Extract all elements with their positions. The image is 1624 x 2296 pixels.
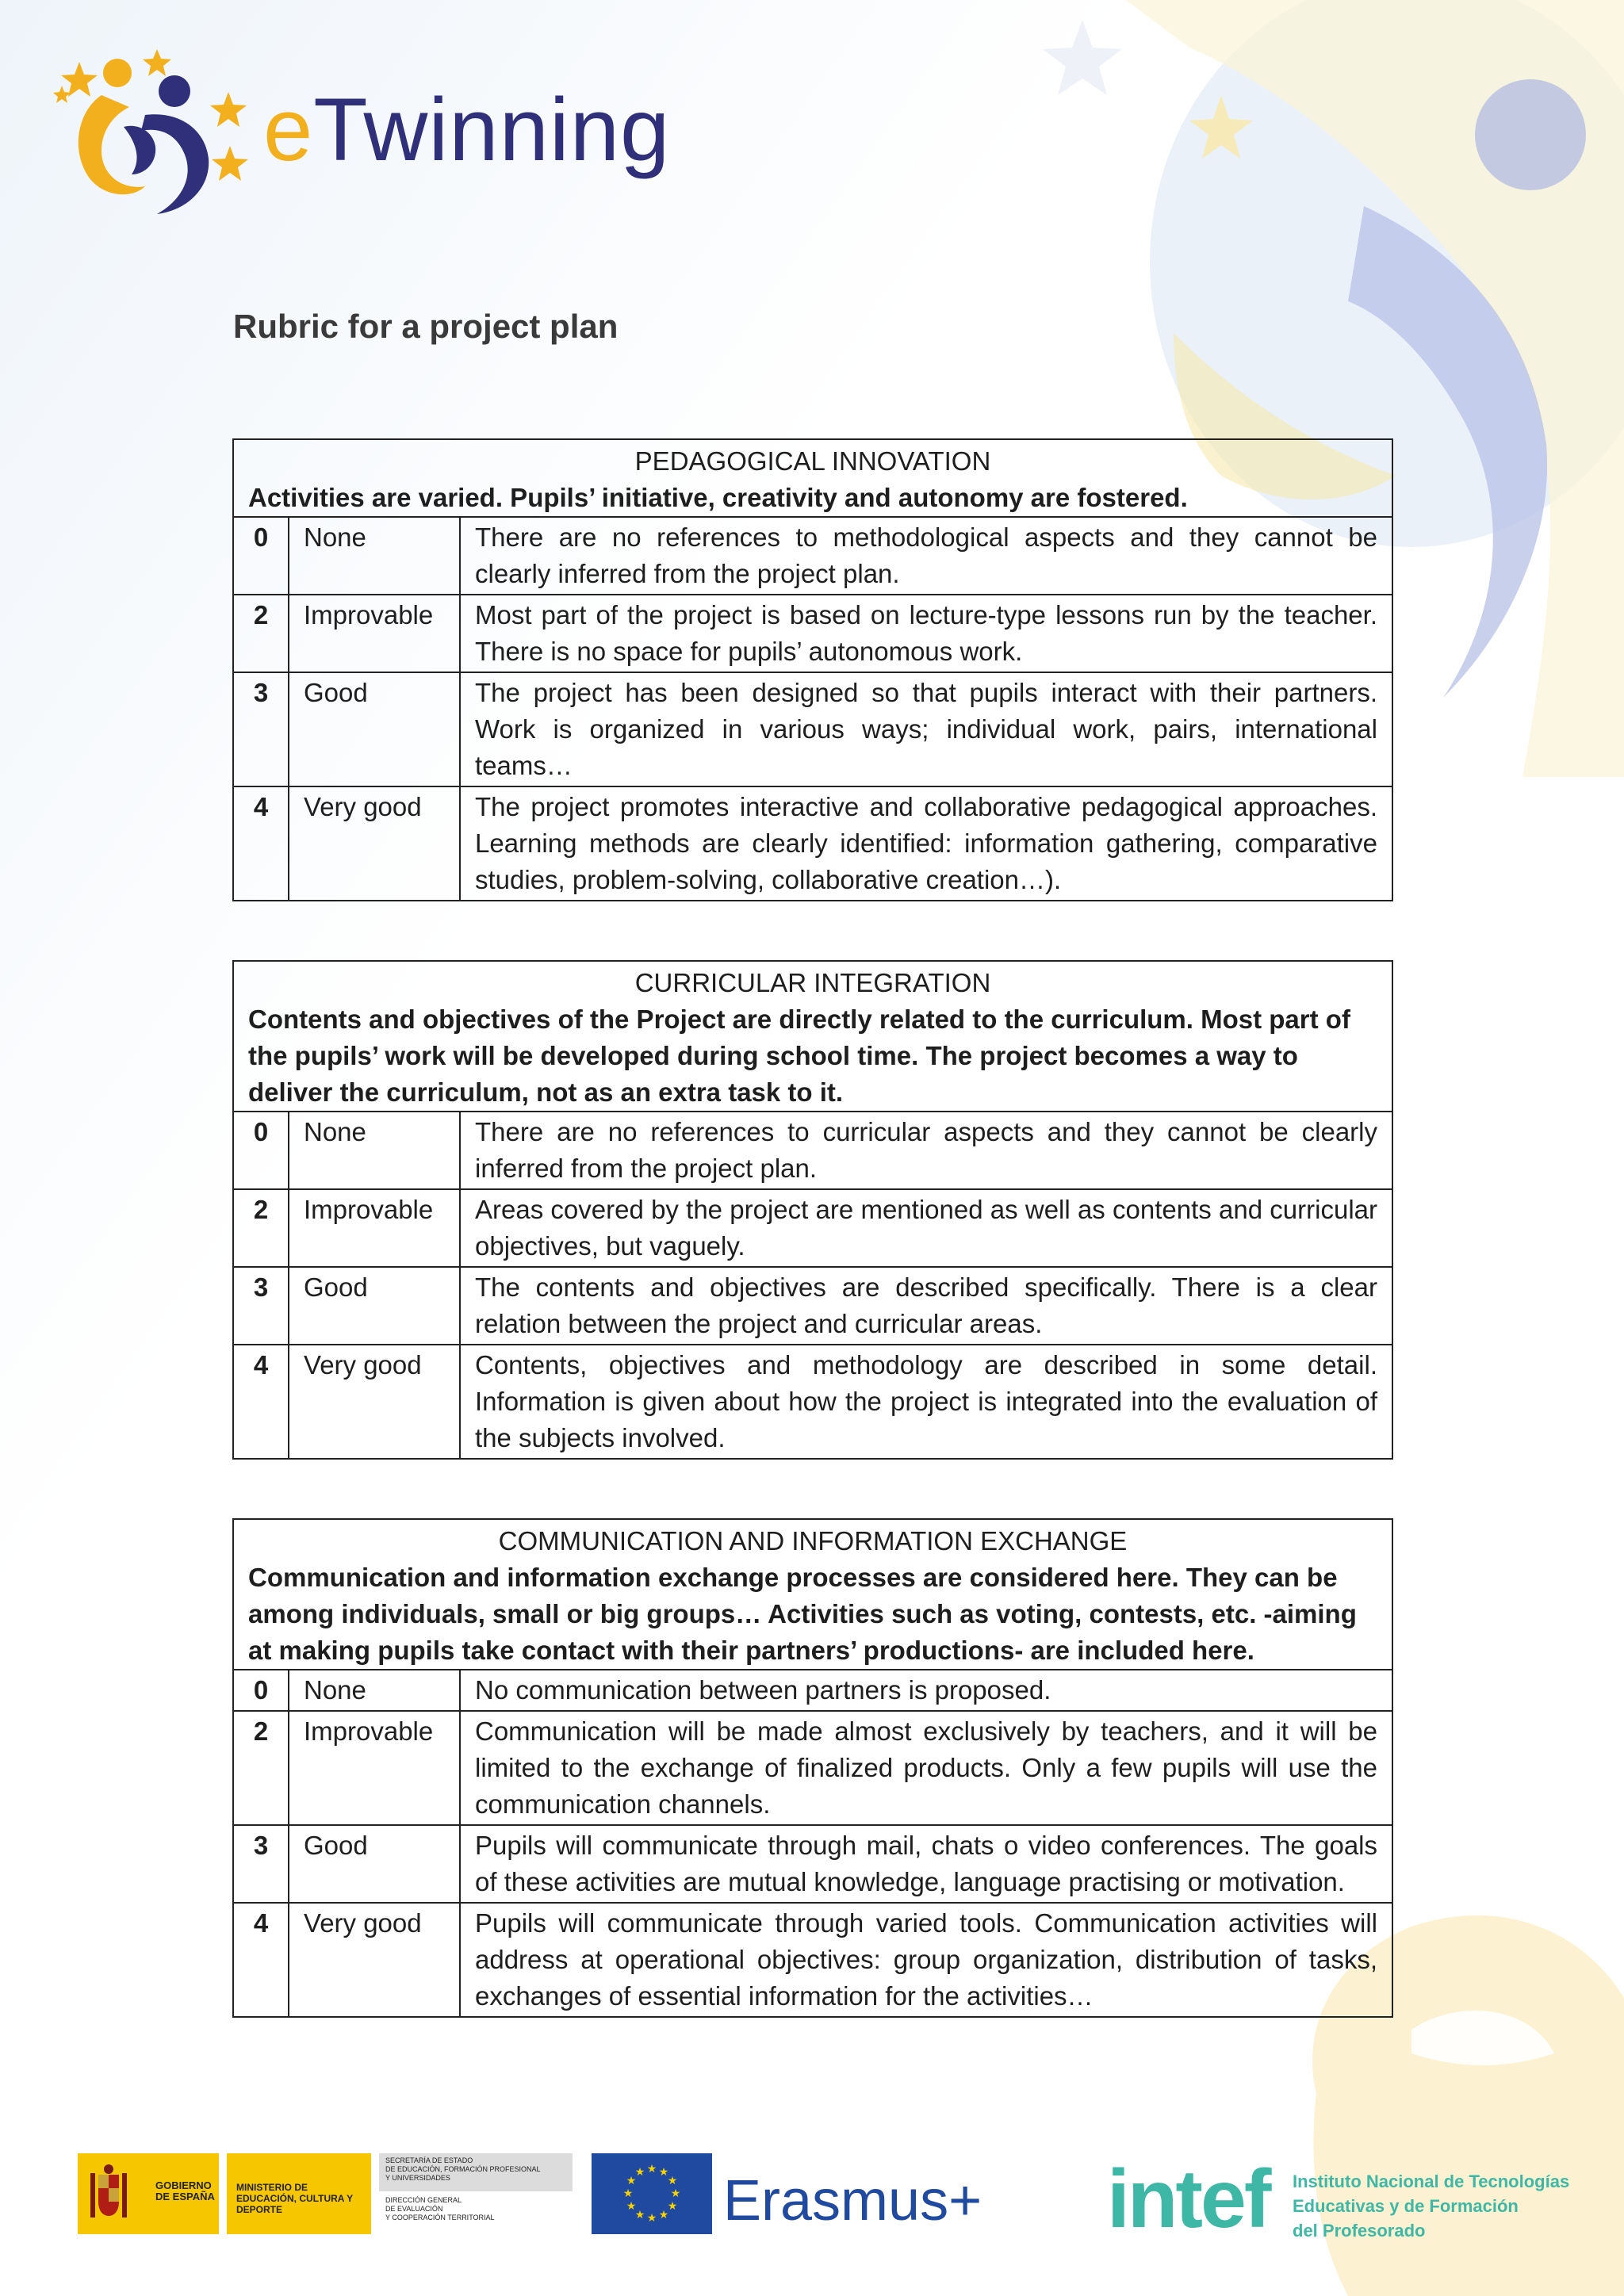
score-cell: 2 bbox=[233, 1711, 289, 1825]
direccion-line: DIRECCIÓN GENERAL bbox=[385, 2196, 462, 2204]
intef-wordmark: intef bbox=[1107, 2153, 1270, 2245]
secretaria-line: Y UNIVERSIDADES bbox=[385, 2174, 450, 2182]
eu-flag bbox=[592, 2153, 712, 2234]
ministerio-text: MINISTERIO DE EDUCACIÓN, CULTURA Y DEPORTE bbox=[236, 2182, 353, 2215]
intef-name-line: Instituto Nacional de Tecnologías bbox=[1293, 2172, 1570, 2191]
intef-name-line: del Profesorado bbox=[1293, 2221, 1426, 2241]
description-cell: Contents, objectives and methodology are described in some detail. Information is given about how the project is integrated into the evaluation of the subjects involved. bbox=[460, 1345, 1392, 1459]
level-cell: None bbox=[289, 1670, 460, 1711]
section-title: COMMUNICATION AND INFORMATION EXCHANGE bbox=[498, 1526, 1128, 1556]
secretaria-line: DE EDUCACIÓN, FORMACIÓN PROFESIONAL bbox=[385, 2165, 541, 2173]
section-title: PEDAGOGICAL INNOVATION bbox=[634, 446, 991, 476]
svg-text:★: ★ bbox=[658, 2166, 669, 2179]
section-description: Activities are varied. Pupils’ initiative, creativity and autonomy are fostered. bbox=[248, 483, 1188, 512]
score-cell: 4 bbox=[233, 786, 289, 901]
level-cell: Very good bbox=[289, 1903, 460, 2017]
rubric-row bbox=[233, 595, 1392, 672]
level-cell: Good bbox=[289, 672, 460, 786]
description-cell: Pupils will communicate through mail, chats o video conferences. The goals of these activities are mutual knowledge, language practising or motivation. bbox=[460, 1825, 1392, 1903]
section-description: Communication and information exchange processes are considered here. They can be among individuals, small or big groups… Activities such as voting, contests, etc. -aiming at making pupils take contact with their partners’ productions- are included here. bbox=[248, 1563, 1357, 1665]
description-cell: Pupils will communicate through varied tools. Communication activities will address at operational objectives: group organization, distribution of tasks, exchanges of essential information for the activities… bbox=[460, 1903, 1392, 2017]
description-cell: Communication will be made almost exclusively by teachers, and it will be limited to the exchange of finalized products. Only a few pupils will use the communication channels. bbox=[460, 1711, 1392, 1825]
secretaria-line: SECRETARÍA DE ESTADO bbox=[385, 2156, 473, 2164]
score-cell: 0 bbox=[233, 1112, 289, 1189]
section-title: CURRICULAR INTEGRATION bbox=[634, 968, 991, 997]
etwinning-logo bbox=[46, 40, 671, 222]
rubric-table-communication bbox=[232, 1518, 1393, 2018]
svg-text:★: ★ bbox=[646, 2212, 657, 2225]
section-description: Contents and objectives of the Project are directly related to the curriculum. Most part of the pupils’ work will be developed during school time. The project becomes a way to deliver the curriculum, not as an extra task to it. bbox=[248, 1004, 1350, 1107]
svg-text:★: ★ bbox=[667, 2175, 678, 2187]
secretaria-box bbox=[379, 2153, 573, 2191]
score-cell: 3 bbox=[233, 1825, 289, 1903]
rubric-row bbox=[233, 1189, 1392, 1267]
page-title: Rubric for a project plan bbox=[233, 308, 619, 345]
description-cell: There are no references to methodological aspects and they cannot be clearly inferred from the project plan. bbox=[460, 517, 1392, 595]
svg-text:★: ★ bbox=[626, 2175, 637, 2187]
description-cell: No communication between partners is proposed. bbox=[460, 1670, 1392, 1711]
rubric-row bbox=[233, 1267, 1392, 1345]
rubric-row bbox=[233, 1112, 1392, 1189]
section-header bbox=[233, 439, 1392, 517]
gobierno-text: GOBIERNO DE ESPAÑA bbox=[155, 2179, 215, 2202]
rubric-row bbox=[233, 1345, 1392, 1459]
level-cell: Improvable bbox=[289, 1189, 460, 1267]
svg-text:★: ★ bbox=[634, 2209, 645, 2221]
etwinning-figures-icon bbox=[46, 40, 284, 222]
description-cell: The contents and objectives are described specifically. There is a clear relation between the project and curricular areas. bbox=[460, 1267, 1392, 1345]
rubric-row bbox=[233, 517, 1392, 595]
section-header bbox=[233, 1519, 1392, 1670]
erasmus-wordmark: Erasmus+ bbox=[723, 2169, 982, 2233]
svg-text:★: ★ bbox=[667, 2200, 678, 2213]
score-cell: 0 bbox=[233, 1670, 289, 1711]
rubric-row bbox=[233, 1670, 1392, 1711]
direccion-line: Y COOPERACIÓN TERRITORIAL bbox=[385, 2214, 495, 2221]
score-cell: 0 bbox=[233, 517, 289, 595]
svg-text:★: ★ bbox=[634, 2166, 645, 2179]
score-cell: 2 bbox=[233, 595, 289, 672]
description-cell: Most part of the project is based on lecture-type lessons run by the teacher. There is no space for pupils’ autonomous work. bbox=[460, 595, 1392, 672]
rubric-table-curricular-integration bbox=[232, 960, 1393, 1460]
direccion-line: DE EVALUACIÓN bbox=[385, 2205, 443, 2213]
eu-stars-icon bbox=[592, 2153, 712, 2234]
intef-name-line: Educativas y de Formación bbox=[1293, 2196, 1519, 2216]
intef-name bbox=[1293, 2169, 1569, 2243]
ministerio-logo bbox=[227, 2153, 371, 2234]
etwinning-wordmark: eTwinning bbox=[263, 80, 671, 179]
score-cell: 3 bbox=[233, 672, 289, 786]
description-cell: The project has been designed so that pupils interact with their partners. Work is organized in various ways; individual work, pairs, international teams… bbox=[460, 672, 1392, 786]
coat-of-arms-icon bbox=[84, 2162, 133, 2225]
level-cell: Improvable bbox=[289, 1711, 460, 1825]
secretaria-block bbox=[379, 2153, 573, 2234]
svg-text:★: ★ bbox=[658, 2209, 669, 2221]
rubric-row bbox=[233, 786, 1392, 901]
description-cell: There are no references to curricular aspects and they cannot be clearly inferred from the project plan. bbox=[460, 1112, 1392, 1189]
score-cell: 4 bbox=[233, 1903, 289, 2017]
rubric-row bbox=[233, 1711, 1392, 1825]
section-header bbox=[233, 961, 1392, 1112]
svg-text:★: ★ bbox=[626, 2200, 637, 2213]
score-cell: 3 bbox=[233, 1267, 289, 1345]
svg-text:★: ★ bbox=[670, 2187, 681, 2200]
level-cell: None bbox=[289, 1112, 460, 1189]
footer-logos bbox=[0, 2141, 1624, 2252]
rubric-table-pedagogical-innovation bbox=[232, 438, 1393, 901]
rubric-row bbox=[233, 1825, 1392, 1903]
description-cell: Areas covered by the project are mentioned as well as contents and curricular objectives, but vaguely. bbox=[460, 1189, 1392, 1267]
svg-text:★: ★ bbox=[622, 2187, 634, 2200]
description-cell: The project promotes interactive and collaborative pedagogical approaches. Learning methods are clearly identified: information gathering, comparative studies, problem-solving, collaborative creation…). bbox=[460, 786, 1392, 901]
level-cell: Good bbox=[289, 1267, 460, 1345]
level-cell: Good bbox=[289, 1825, 460, 1903]
rubric-row bbox=[233, 1903, 1392, 2017]
score-cell: 4 bbox=[233, 1345, 289, 1459]
rubric-row bbox=[233, 672, 1392, 786]
level-cell: Improvable bbox=[289, 595, 460, 672]
direccion-box bbox=[385, 2196, 573, 2222]
gobierno-logo bbox=[78, 2153, 219, 2234]
level-cell: None bbox=[289, 517, 460, 595]
svg-text:★: ★ bbox=[646, 2163, 657, 2175]
level-cell: Very good bbox=[289, 1345, 460, 1459]
level-cell: Very good bbox=[289, 786, 460, 901]
score-cell: 2 bbox=[233, 1189, 289, 1267]
